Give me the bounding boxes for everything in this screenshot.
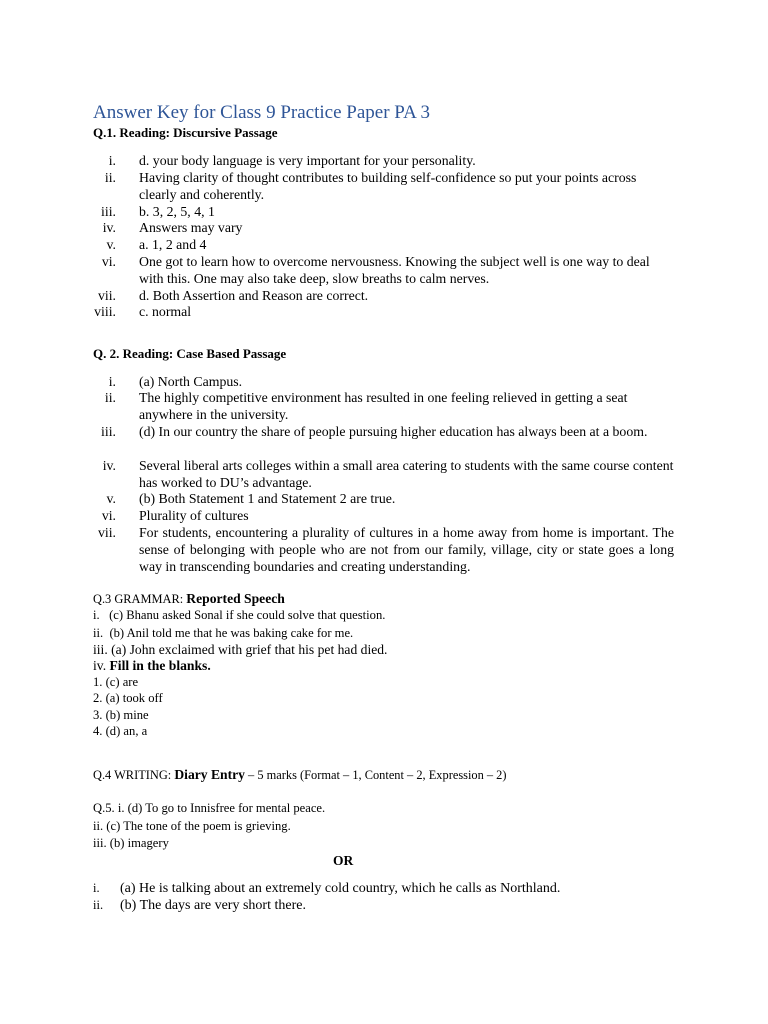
fill-blanks-heading bbox=[93, 658, 211, 674]
q4-prefix: Q.4 WRITING: bbox=[93, 768, 175, 782]
item-number: i. bbox=[108, 153, 116, 168]
item-number: iv. bbox=[102, 220, 116, 235]
item-number: i. bbox=[108, 374, 116, 389]
item-text: Plurality of cultures bbox=[139, 508, 249, 523]
fill-blanks-title: Fill in the blanks. bbox=[109, 658, 211, 673]
item-number: vi. bbox=[101, 508, 116, 523]
list-item bbox=[93, 881, 560, 897]
item-text: a. 1, 2 and 4 bbox=[139, 237, 207, 252]
item-number: vii. bbox=[97, 288, 116, 303]
item-number: v. bbox=[106, 491, 116, 506]
q3-prefix: Q.3 GRAMMAR: bbox=[93, 592, 187, 606]
page-title: Answer Key for Class 9 Practice Paper PA 3 bbox=[93, 102, 431, 123]
item-text: c. normal bbox=[139, 304, 192, 319]
item-text: For students, encountering a plurality of cultures in a home away from home is important. The sense of belonging with people who are not from our family, village, city or state goes a long way in transcending boundaries and creating understanding. bbox=[139, 525, 674, 574]
item-number: ii. bbox=[104, 170, 116, 185]
item-text: Several liberal arts colleges within a small area catering to students with the same course content has worked to DU’s advantage. bbox=[139, 458, 674, 490]
item-number: ii. bbox=[93, 898, 104, 912]
item-number: iii. bbox=[101, 204, 116, 219]
answer-line: 1. (c) are bbox=[93, 675, 139, 689]
answer-line: Q.5. i. (d) To go to Innisfree for mental peace. bbox=[93, 801, 326, 815]
q4-topic: Diary Entry bbox=[174, 767, 245, 782]
answer-line: i. (c) Bhanu asked Sonal if she could solve that question. bbox=[93, 608, 386, 622]
answer-line: 4. (d) an, a bbox=[93, 724, 148, 738]
item-number: iii. bbox=[101, 424, 116, 439]
item-number: i. bbox=[93, 881, 100, 895]
item-text: (d) In our country the share of people pursuing higher education has always been at a boom. bbox=[139, 424, 648, 439]
answer-line: ii. (c) The tone of the poem is grieving. bbox=[93, 819, 291, 833]
item-number: vii. bbox=[97, 525, 116, 540]
item-number: v. bbox=[106, 237, 116, 252]
item-text: d. Both Assertion and Reason are correct. bbox=[139, 288, 369, 303]
q2-heading: Q. 2. Reading: Case Based Passage bbox=[93, 346, 287, 361]
item-number: iv. bbox=[102, 458, 116, 473]
answer-line: 2. (a) took off bbox=[93, 691, 163, 705]
answer-line: iii. (b) imagery bbox=[93, 836, 169, 850]
item-text: (b) Both Statement 1 and Statement 2 are true. bbox=[139, 491, 396, 506]
answer-line: iii. (a) John exclaimed with grief that his pet had died. bbox=[93, 642, 388, 657]
list-item bbox=[93, 898, 306, 914]
item-text: b. 3, 2, 5, 4, 1 bbox=[139, 204, 215, 219]
item-number: ii. bbox=[104, 390, 116, 405]
item-text: (a) North Campus. bbox=[139, 374, 243, 389]
q4-marks: – 5 marks (Format – 1, Content – 2, Expression – 2) bbox=[244, 768, 507, 782]
q3-heading bbox=[93, 591, 285, 607]
item-text: d. your body language is very important for your personality. bbox=[139, 153, 476, 168]
item-text: The highly competitive environment has resulted in one feeling relieved in getting a seat anywhere in the university. bbox=[139, 390, 628, 422]
item-number: vi. bbox=[101, 254, 116, 269]
q1-heading: Q.1. Reading: Discursive Passage bbox=[93, 125, 278, 140]
or-divider: OR bbox=[333, 853, 354, 868]
fill-blanks-number: iv. bbox=[93, 658, 110, 673]
answer-line: ii. (b) Anil told me that he was baking cake for me. bbox=[93, 626, 354, 640]
item-text: (b) The days are very short there. bbox=[120, 898, 306, 913]
item-text: One got to learn how to overcome nervousness. Knowing the subject well is one way to deal with this. One may also take deep, slow breaths to calm nerves. bbox=[139, 254, 650, 286]
item-number: viii. bbox=[94, 304, 116, 319]
answer-line: 3. (b) mine bbox=[93, 708, 149, 722]
q4-line bbox=[93, 767, 507, 783]
q3-topic: Reported Speech bbox=[186, 591, 285, 606]
item-text: (a) He is talking about an extremely cold country, which he calls as Northland. bbox=[120, 881, 561, 896]
item-text: Answers may vary bbox=[139, 220, 243, 235]
item-text: Having clarity of thought contributes to building self-confidence so put your points across clearly and coherently. bbox=[139, 170, 637, 202]
